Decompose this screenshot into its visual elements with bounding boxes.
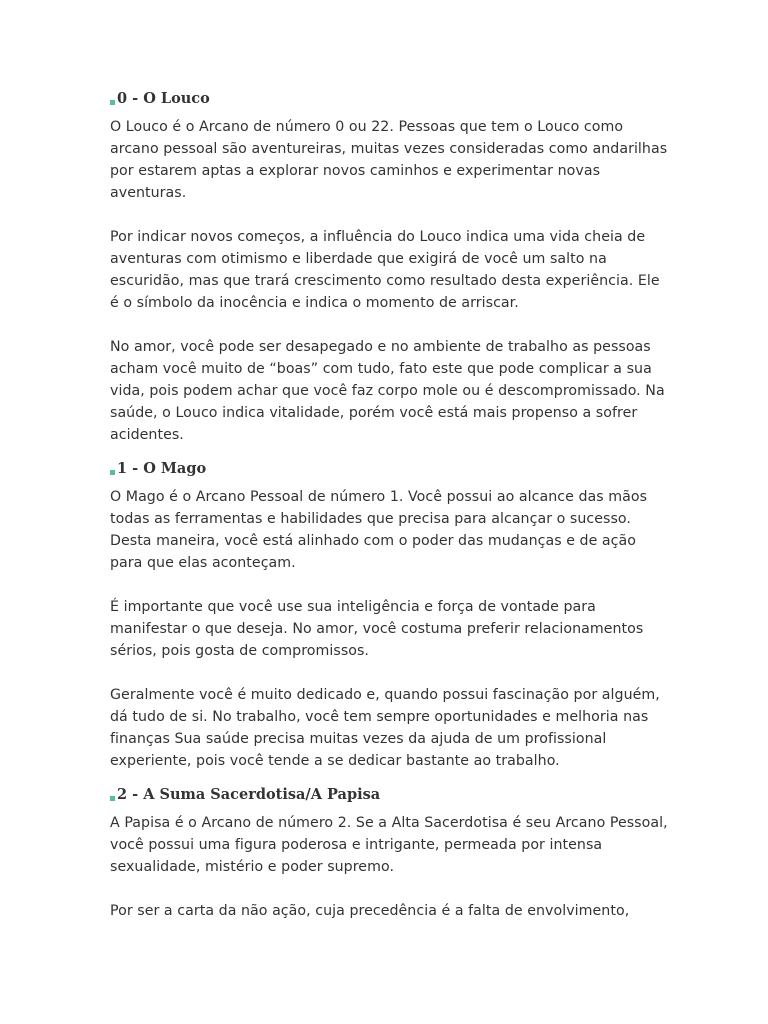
square-bullet-icon bbox=[110, 796, 115, 801]
section-heading-a-papisa bbox=[110, 784, 670, 806]
section-heading-o-mago bbox=[110, 458, 670, 480]
square-bullet-icon bbox=[110, 100, 115, 105]
paragraph: É importante que você use sua inteligência e força de vontade para manifestar o que deseja. No amor, você costuma preferir relacionamentos sérios, pois gosta de compromissos. bbox=[110, 599, 644, 659]
square-bullet-icon bbox=[110, 470, 115, 475]
paragraph: O Mago é o Arcano Pessoal de número 1. Você possui ao alcance das mãos todas as ferramentas e habilidades que precisa para alcançar o sucesso. Desta maneira, você está alinhado com o poder das mudanças e de ação para que elas aconteçam. bbox=[110, 489, 648, 571]
paragraph: A Papisa é o Arcano de número 2. Se a Alta Sacerdotisa é seu Arcano Pessoal, você possui uma figura poderosa e intrigante, permeada por intensa sexualidade, mistério e poder supremo. bbox=[110, 815, 668, 875]
paragraph: Por indicar novos começos, a influência do Louco indica uma vida cheia de aventuras com otimismo e liberdade que exigirá de você um salto na escuridão, mas que trará crescimento como resultado desta experiência. Ele é o símbolo da inocência e indica o momento de arriscar. bbox=[110, 229, 660, 311]
paragraph: No amor, você pode ser desapegado e no ambiente de trabalho as pessoas acham você muito de “boas” com tudo, fato este que pode complicar a sua vida, pois podem achar que você faz corpo mole ou é descompromissado. Na saúde, o Louco indica vitalidade, porém você está mais propenso a sofrer acidentes. bbox=[110, 339, 665, 443]
paragraph: Geralmente você é muito dedicado e, quando possui fascinação por alguém, dá tudo de si. No trabalho, você tem sempre oportunidades e melhoria nas finanças Sua saúde precisa muitas vezes da ajuda de um profissional experiente, pois você tende a se dedicar bastante ao trabalho. bbox=[110, 687, 660, 769]
paragraph: O Louco é o Arcano de número 0 ou 22. Pessoas que tem o Louco como arcano pessoal são aventureiras, muitas vezes consideradas como andarilhas por estarem aptas a explorar novos caminhos e experimentar novas aventuras. bbox=[110, 119, 668, 201]
document-body bbox=[110, 88, 670, 944]
paragraph: Por ser a carta da não ação, cuja precedência é a falta de envolvimento, bbox=[110, 903, 630, 919]
section-heading-o-louco bbox=[110, 88, 670, 110]
section-title: 2 - A Suma Sacerdotisa/A Papisa bbox=[117, 786, 381, 803]
section-title: 0 - O Louco bbox=[117, 90, 210, 107]
section-title: 1 - O Mago bbox=[117, 460, 207, 477]
